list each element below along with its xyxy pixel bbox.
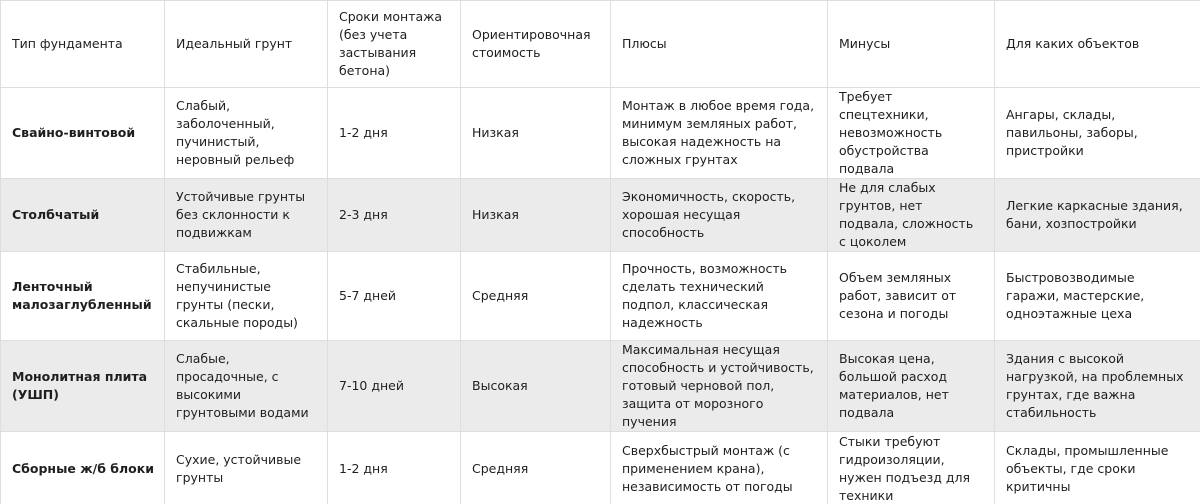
- cell-pros: Экономичность, скорость, хорошая несущая способность: [611, 179, 828, 252]
- cell-pros: Прочность, возможность сделать технический подпол, классическая надежность: [611, 252, 828, 341]
- table-row: [1, 341, 1200, 432]
- table-row: [1, 252, 1200, 341]
- cell-foundation-type: Монолитная плита (УШП): [1, 341, 165, 432]
- header-ideal-soil: Идеальный грунт: [165, 1, 328, 88]
- header-row: [1, 1, 1200, 88]
- cell-ideal-soil: Устойчивые грунты без склонности к подвижкам: [165, 179, 328, 252]
- cell-pros: Сверхбыстрый монтаж (с применением крана), независимость от погоды: [611, 432, 828, 504]
- cell-ideal-soil: Слабый, заболоченный, пучинистый, неровный рельеф: [165, 88, 328, 179]
- table-row: [1, 88, 1200, 179]
- cell-target-objects: Здания с высокой нагрузкой, на проблемных грунтах, где важна стабильность: [995, 341, 1200, 432]
- cell-cons: Объем земляных работ, зависит от сезона и погоды: [828, 252, 995, 341]
- cell-target-objects: Ангары, склады, павильоны, заборы, пристройки: [995, 88, 1200, 179]
- table-row: [1, 179, 1200, 252]
- cell-cons: Стыки требуют гидроизоляции, нужен подъезд для техники: [828, 432, 995, 504]
- cell-cons: Высокая цена, большой расход материалов, нет подвала: [828, 341, 995, 432]
- cell-install-time: 2-3 дня: [328, 179, 461, 252]
- header-pros: Плюсы: [611, 1, 828, 88]
- cell-target-objects: Быстровозводимые гаражи, мастерские, одноэтажные цеха: [995, 252, 1200, 341]
- header-install-time: Сроки монтажа (без учета застывания бетона): [328, 1, 461, 88]
- cell-foundation-type: Свайно-винтовой: [1, 88, 165, 179]
- cell-ideal-soil: Слабые, просадочные, с высокими грунтовыми водами: [165, 341, 328, 432]
- table-row: [1, 432, 1200, 504]
- cell-install-time: 5-7 дней: [328, 252, 461, 341]
- cell-pros: Максимальная несущая способность и устойчивость, готовый черновой пол, защита от морозного пучения: [611, 341, 828, 432]
- table-body: [1, 88, 1200, 504]
- cell-cons: Требует спецтехники, невозможность обустройства подвала: [828, 88, 995, 179]
- cell-approx-cost: Низкая: [461, 88, 611, 179]
- table-header: [1, 1, 1200, 88]
- header-approx-cost: Ориентировочная стоимость: [461, 1, 611, 88]
- cell-pros: Монтаж в любое время года, минимум земляных работ, высокая надежность на сложных грунтах: [611, 88, 828, 179]
- cell-foundation-type: Сборные ж/б блоки: [1, 432, 165, 504]
- cell-install-time: 1-2 дня: [328, 432, 461, 504]
- cell-install-time: 7-10 дней: [328, 341, 461, 432]
- cell-foundation-type: Столбчатый: [1, 179, 165, 252]
- cell-approx-cost: Средняя: [461, 432, 611, 504]
- header-target-objects: Для каких объектов: [995, 1, 1200, 88]
- cell-cons: Не для слабых грунтов, нет подвала, сложность с цоколем: [828, 179, 995, 252]
- header-foundation-type: Тип фундамента: [1, 1, 165, 88]
- cell-approx-cost: Высокая: [461, 341, 611, 432]
- cell-ideal-soil: Сухие, устойчивые грунты: [165, 432, 328, 504]
- cell-approx-cost: Низкая: [461, 179, 611, 252]
- cell-install-time: 1-2 дня: [328, 88, 461, 179]
- cell-ideal-soil: Стабильные, непучинистые грунты (пески, скальные породы): [165, 252, 328, 341]
- header-cons: Минусы: [828, 1, 995, 88]
- cell-target-objects: Склады, промышленные объекты, где сроки критичны: [995, 432, 1200, 504]
- cell-approx-cost: Средняя: [461, 252, 611, 341]
- cell-foundation-type: Ленточный малозаглубленный: [1, 252, 165, 341]
- cell-target-objects: Легкие каркасные здания, бани, хозпостройки: [995, 179, 1200, 252]
